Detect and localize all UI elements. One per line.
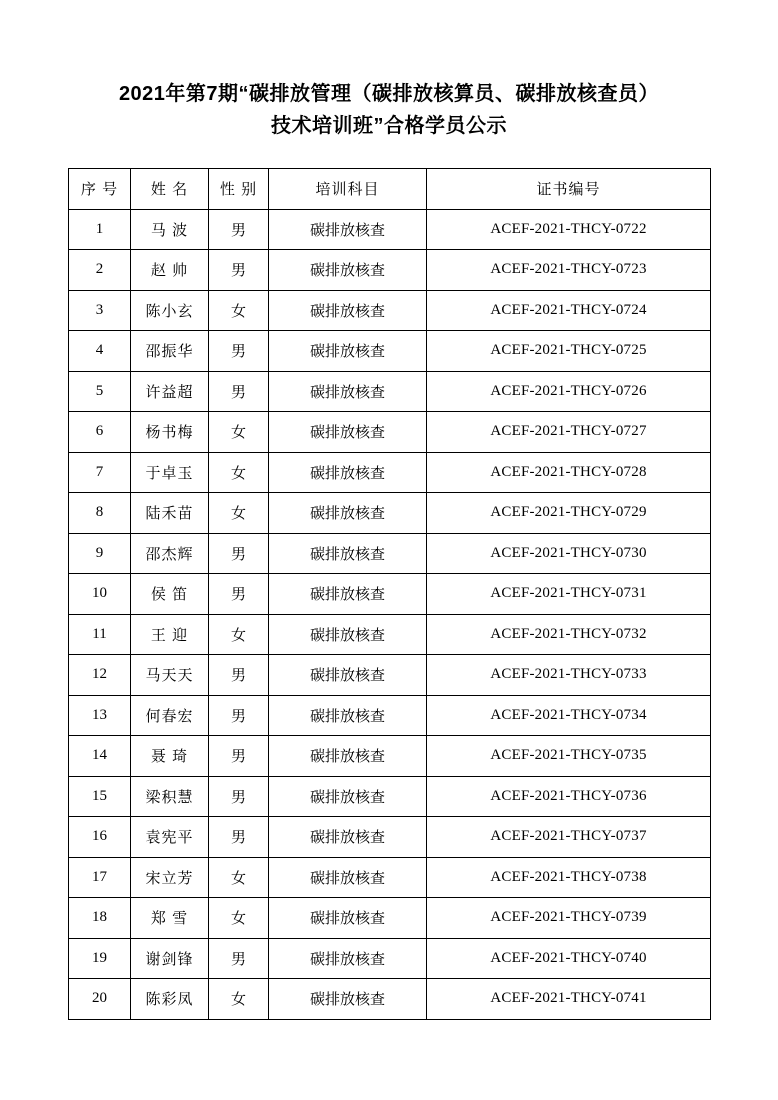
cell-gender: 男	[209, 371, 269, 412]
table-row	[69, 493, 711, 534]
cell-gender: 男	[209, 736, 269, 777]
column-header-index: 序 号	[69, 169, 131, 210]
cell-gender: 男	[209, 209, 269, 250]
cell-subject: 碳排放核查	[269, 695, 427, 736]
cell-name: 赵 帅	[131, 250, 209, 291]
cell-subject: 碳排放核查	[269, 452, 427, 493]
cell-name: 聂 琦	[131, 736, 209, 777]
cell-subject: 碳排放核查	[269, 493, 427, 534]
table-row	[69, 250, 711, 291]
cell-subject: 碳排放核查	[269, 776, 427, 817]
column-header-name: 姓 名	[131, 169, 209, 210]
cell-certificate: ACEF-2021-THCY-0734	[427, 695, 711, 736]
page-title-line-2: 技术培训班”合格学员公示	[271, 115, 507, 137]
cell-index: 5	[69, 371, 131, 412]
cell-subject: 碳排放核查	[269, 857, 427, 898]
cell-name: 陆禾苗	[131, 493, 209, 534]
cell-index: 16	[69, 817, 131, 858]
cell-subject: 碳排放核查	[269, 412, 427, 453]
cell-certificate: ACEF-2021-THCY-0728	[427, 452, 711, 493]
cell-subject: 碳排放核查	[269, 371, 427, 412]
table-body	[69, 209, 711, 1019]
table-row	[69, 736, 711, 777]
cell-name: 郑 雪	[131, 898, 209, 939]
cell-name: 陈彩凤	[131, 979, 209, 1020]
cell-gender: 女	[209, 412, 269, 453]
table-row	[69, 857, 711, 898]
table-row	[69, 533, 711, 574]
cell-subject: 碳排放核查	[269, 250, 427, 291]
cell-index: 13	[69, 695, 131, 736]
table-header-row	[69, 169, 711, 210]
cell-index: 14	[69, 736, 131, 777]
cell-name: 马天天	[131, 655, 209, 696]
cell-gender: 男	[209, 331, 269, 372]
cell-name: 许益超	[131, 371, 209, 412]
cell-subject: 碳排放核查	[269, 898, 427, 939]
cell-name: 何春宏	[131, 695, 209, 736]
cell-index: 17	[69, 857, 131, 898]
cell-gender: 男	[209, 533, 269, 574]
cell-certificate: ACEF-2021-THCY-0730	[427, 533, 711, 574]
cell-subject: 碳排放核查	[269, 574, 427, 615]
table-row	[69, 574, 711, 615]
table-row	[69, 817, 711, 858]
cell-subject: 碳排放核查	[269, 736, 427, 777]
cell-certificate: ACEF-2021-THCY-0726	[427, 371, 711, 412]
cell-index: 3	[69, 290, 131, 331]
cell-index: 20	[69, 979, 131, 1020]
cell-name: 马 波	[131, 209, 209, 250]
cell-index: 9	[69, 533, 131, 574]
cell-certificate: ACEF-2021-THCY-0738	[427, 857, 711, 898]
page-title-line-1: 2021年第7期“碳排放管理（碳排放核算员、碳排放核查员）	[118, 83, 660, 105]
cell-name: 邵杰辉	[131, 533, 209, 574]
cell-index: 4	[69, 331, 131, 372]
cell-subject: 碳排放核查	[269, 533, 427, 574]
cell-certificate: ACEF-2021-THCY-0729	[427, 493, 711, 534]
cell-certificate: ACEF-2021-THCY-0736	[427, 776, 711, 817]
cell-name: 侯 笛	[131, 574, 209, 615]
cell-index: 19	[69, 938, 131, 979]
cell-gender: 女	[209, 857, 269, 898]
cell-gender: 女	[209, 493, 269, 534]
cell-certificate: ACEF-2021-THCY-0727	[427, 412, 711, 453]
table-row	[69, 655, 711, 696]
cell-index: 8	[69, 493, 131, 534]
cell-index: 15	[69, 776, 131, 817]
table-row	[69, 898, 711, 939]
table-row	[69, 371, 711, 412]
table-row	[69, 938, 711, 979]
cell-gender: 男	[209, 938, 269, 979]
cell-subject: 碳排放核查	[269, 655, 427, 696]
cell-gender: 男	[209, 574, 269, 615]
cell-index: 2	[69, 250, 131, 291]
cell-subject: 碳排放核查	[269, 290, 427, 331]
cell-index: 11	[69, 614, 131, 655]
cell-gender: 女	[209, 290, 269, 331]
cell-index: 1	[69, 209, 131, 250]
page-title	[0, 0, 778, 142]
cell-certificate: ACEF-2021-THCY-0731	[427, 574, 711, 615]
cell-gender: 女	[209, 452, 269, 493]
cell-name: 王 迎	[131, 614, 209, 655]
cell-subject: 碳排放核查	[269, 979, 427, 1020]
column-header-subject: 培训科目	[269, 169, 427, 210]
cell-name: 于卓玉	[131, 452, 209, 493]
cell-name: 梁积慧	[131, 776, 209, 817]
cell-subject: 碳排放核查	[269, 614, 427, 655]
cell-name: 陈小玄	[131, 290, 209, 331]
table-row	[69, 979, 711, 1020]
cell-subject: 碳排放核查	[269, 331, 427, 372]
cell-subject: 碳排放核查	[269, 817, 427, 858]
cell-certificate: ACEF-2021-THCY-0724	[427, 290, 711, 331]
column-header-certificate: 证书编号	[427, 169, 711, 210]
table-row	[69, 412, 711, 453]
roster-table	[68, 168, 711, 1020]
cell-subject: 碳排放核查	[269, 209, 427, 250]
column-header-gender: 性 别	[209, 169, 269, 210]
cell-certificate: ACEF-2021-THCY-0740	[427, 938, 711, 979]
cell-name: 谢剑锋	[131, 938, 209, 979]
cell-gender: 男	[209, 695, 269, 736]
table-row	[69, 614, 711, 655]
cell-certificate: ACEF-2021-THCY-0739	[427, 898, 711, 939]
cell-gender: 女	[209, 898, 269, 939]
table-row	[69, 209, 711, 250]
cell-gender: 女	[209, 979, 269, 1020]
roster-table-container	[0, 142, 778, 1020]
cell-certificate: ACEF-2021-THCY-0725	[427, 331, 711, 372]
cell-gender: 男	[209, 817, 269, 858]
cell-certificate: ACEF-2021-THCY-0732	[427, 614, 711, 655]
cell-index: 18	[69, 898, 131, 939]
cell-certificate: ACEF-2021-THCY-0722	[427, 209, 711, 250]
cell-name: 宋立芳	[131, 857, 209, 898]
cell-gender: 男	[209, 776, 269, 817]
cell-name: 邵振华	[131, 331, 209, 372]
cell-gender: 男	[209, 655, 269, 696]
cell-certificate: ACEF-2021-THCY-0723	[427, 250, 711, 291]
cell-index: 7	[69, 452, 131, 493]
table-row	[69, 695, 711, 736]
cell-certificate: ACEF-2021-THCY-0735	[427, 736, 711, 777]
table-row	[69, 452, 711, 493]
cell-index: 10	[69, 574, 131, 615]
cell-gender: 女	[209, 614, 269, 655]
table-header	[69, 169, 711, 210]
table-row	[69, 331, 711, 372]
table-row	[69, 290, 711, 331]
cell-certificate: ACEF-2021-THCY-0741	[427, 979, 711, 1020]
cell-certificate: ACEF-2021-THCY-0733	[427, 655, 711, 696]
cell-index: 6	[69, 412, 131, 453]
table-row	[69, 776, 711, 817]
cell-name: 杨书梅	[131, 412, 209, 453]
cell-name: 袁宪平	[131, 817, 209, 858]
cell-index: 12	[69, 655, 131, 696]
cell-certificate: ACEF-2021-THCY-0737	[427, 817, 711, 858]
cell-gender: 男	[209, 250, 269, 291]
cell-subject: 碳排放核查	[269, 938, 427, 979]
